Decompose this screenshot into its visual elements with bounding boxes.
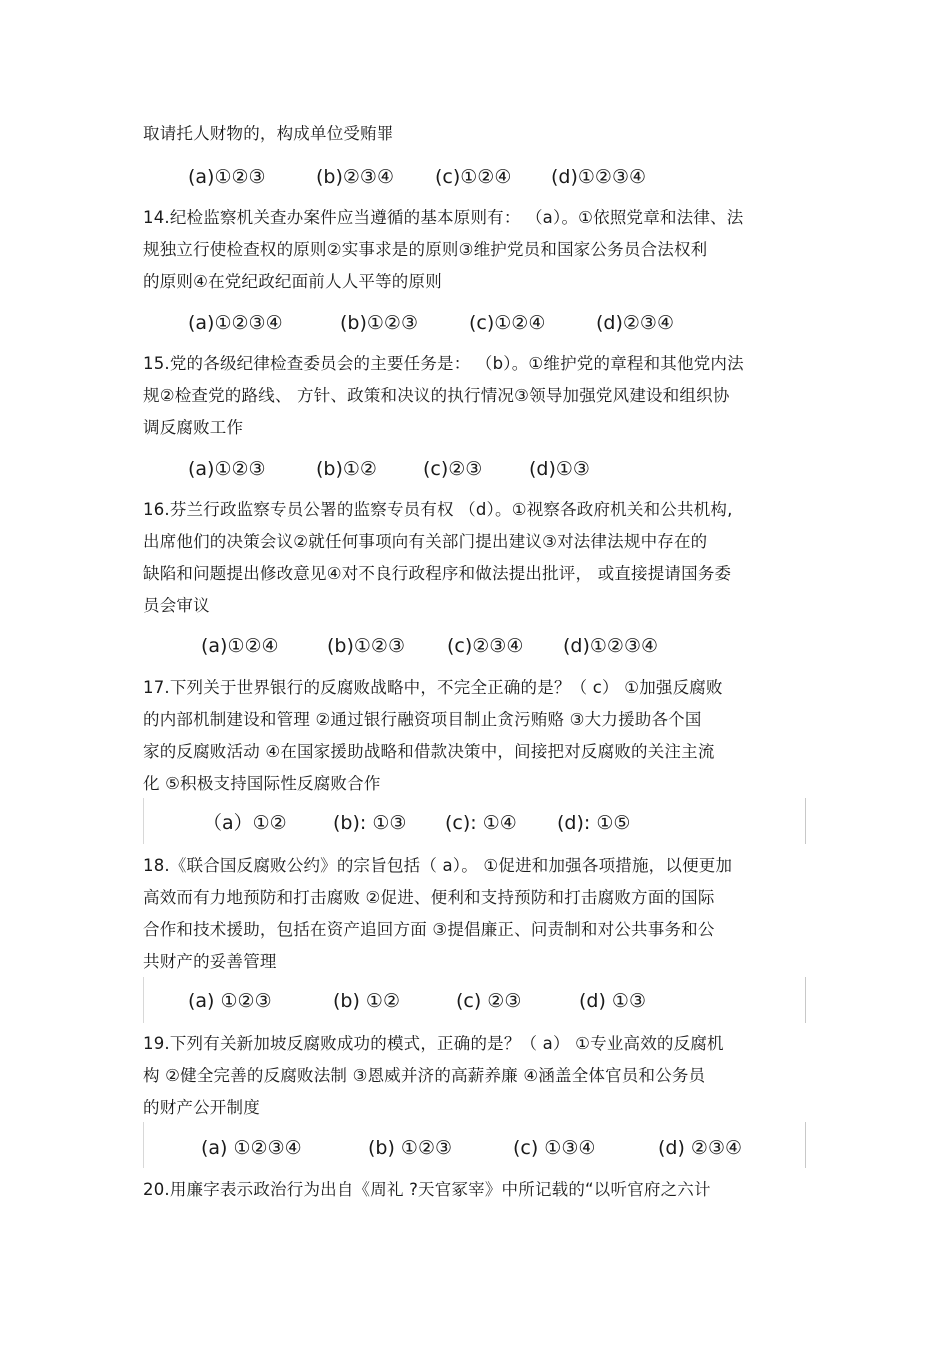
q16-line-3: 缺陷和问题提出修改意见④对不良行政程序和做法提出批评， 或直接提请国务委 bbox=[143, 564, 732, 583]
column-divider bbox=[143, 1122, 144, 1168]
option-b: (b)②③④ bbox=[316, 166, 394, 188]
q16-line-1: 16.芬兰行政监察专员公署的监察专员有权 （d）。①视察各政府机关和公共机构, bbox=[143, 500, 733, 519]
option-a: （a）①② bbox=[203, 812, 287, 834]
option-b: (b): ①③ bbox=[333, 812, 407, 834]
option-d: (d) ②③④ bbox=[658, 1137, 743, 1159]
q14-line-3: 的原则④在党纪政纪面前人人平等的原则 bbox=[143, 272, 442, 291]
q20-line-1: 20.用廉字表示政治行为出自《周礼 ?天官冢宰》中所记载的“以听官府之六计 bbox=[143, 1180, 711, 1199]
q18-line-3: 合作和技术援助，包括在资产追回方面 ③提倡廉正、问责制和对公共事务和公 bbox=[143, 920, 715, 939]
option-c: (c)②③④ bbox=[447, 635, 524, 657]
column-divider bbox=[805, 798, 806, 844]
column-divider bbox=[805, 977, 806, 1023]
option-d: (d)①②③④ bbox=[563, 635, 659, 657]
q18-line-1: 18.《联合国反腐败公约》的宗旨包括（ a）。 ①促进和加强各项措施，以便更加 bbox=[143, 856, 733, 875]
intro-line: 取请托人财物的，构成单位受贿罪 bbox=[143, 124, 394, 143]
q19-options bbox=[201, 1137, 742, 1159]
option-a: (a) ①②③ bbox=[188, 990, 272, 1012]
column-divider bbox=[805, 1122, 806, 1168]
option-d: (d) ①③ bbox=[579, 990, 646, 1012]
q17-line-1: 17.下列关于世界银行的反腐败战略中，不完全正确的是？（ c） ①加强反腐败 bbox=[143, 678, 723, 697]
option-d: (d)①②③④ bbox=[551, 166, 647, 188]
q18-line-4: 共财产的妥善管理 bbox=[143, 952, 277, 971]
q13-options bbox=[188, 166, 646, 188]
option-c: (c)②③ bbox=[423, 458, 483, 480]
option-c: (c) ②③ bbox=[456, 990, 522, 1012]
q17-line-3: 家的反腐败活动 ④在国家援助战略和借款决策中，间接把对反腐败的关注主流 bbox=[143, 742, 715, 761]
option-c: (c)①②④ bbox=[469, 312, 546, 334]
option-d: (d)②③④ bbox=[596, 312, 674, 334]
option-b: (b)①②③ bbox=[340, 312, 418, 334]
q14-options bbox=[188, 312, 674, 334]
option-b: (b)①② bbox=[316, 458, 377, 480]
option-d: (d)①③ bbox=[529, 458, 590, 480]
option-a: (a) ①②③④ bbox=[201, 1137, 302, 1159]
q16-line-4: 员会审议 bbox=[143, 596, 210, 615]
q15-options bbox=[188, 458, 590, 480]
q15-line-3: 调反腐败工作 bbox=[143, 418, 244, 437]
q14-line-2: 规独立行使检查权的原则②实事求是的原则③维护党员和国家公务员合法权利 bbox=[143, 240, 708, 259]
q18-options bbox=[188, 990, 646, 1012]
option-b: (b) ①②③ bbox=[368, 1137, 453, 1159]
option-a: (a)①②③ bbox=[188, 166, 266, 188]
option-b: (b)①②③ bbox=[327, 635, 405, 657]
q16-options bbox=[201, 635, 658, 657]
option-a: (a)①②③ bbox=[188, 458, 266, 480]
column-divider bbox=[143, 977, 144, 1023]
option-b: (b) ①② bbox=[333, 990, 400, 1012]
option-c: (c): ①④ bbox=[445, 812, 517, 834]
q19-line-1: 19.下列有关新加坡反腐败成功的模式，正确的是？（ a） ①专业高效的反腐机 bbox=[143, 1034, 724, 1053]
q14-line-1: 14.纪检监察机关查办案件应当遵循的基本原则有： （a）。①依照党章和法律、法 bbox=[143, 208, 744, 227]
option-a: (a)①②④ bbox=[201, 635, 279, 657]
q19-line-2: 构 ②健全完善的反腐败法制 ③恩威并济的高薪养廉 ④涵盖全体官员和公务员 bbox=[143, 1066, 706, 1085]
q15-line-2: 规②检查党的路线、 方针、政策和决议的执行情况③领导加强党风建设和组织协 bbox=[143, 386, 730, 405]
q16-line-2: 出席他们的决策会议②就任何事项向有关部门提出建议③对法律法规中存在的 bbox=[143, 532, 708, 551]
q17-line-4: 化 ⑤积极支持国际性反腐败合作 bbox=[143, 774, 381, 793]
q19-line-3: 的财产公开制度 bbox=[143, 1098, 260, 1117]
column-divider bbox=[143, 798, 144, 844]
q18-line-2: 高效而有力地预防和打击腐败 ②促进、便利和支持预防和打击腐败方面的国际 bbox=[143, 888, 715, 907]
option-c: (c) ①③④ bbox=[513, 1137, 596, 1159]
q15-line-1: 15.党的各级纪律检查委员会的主要任务是： （b）。①维护党的章程和其他党内法 bbox=[143, 354, 744, 373]
q17-options bbox=[203, 812, 630, 834]
option-c: (c)①②④ bbox=[435, 166, 512, 188]
option-a: (a)①②③④ bbox=[188, 312, 283, 334]
option-d: (d): ①⑤ bbox=[557, 812, 631, 834]
q17-line-2: 的内部机制建设和管理 ②通过银行融资项目制止贪污贿赂 ③大力援助各个国 bbox=[143, 710, 702, 729]
